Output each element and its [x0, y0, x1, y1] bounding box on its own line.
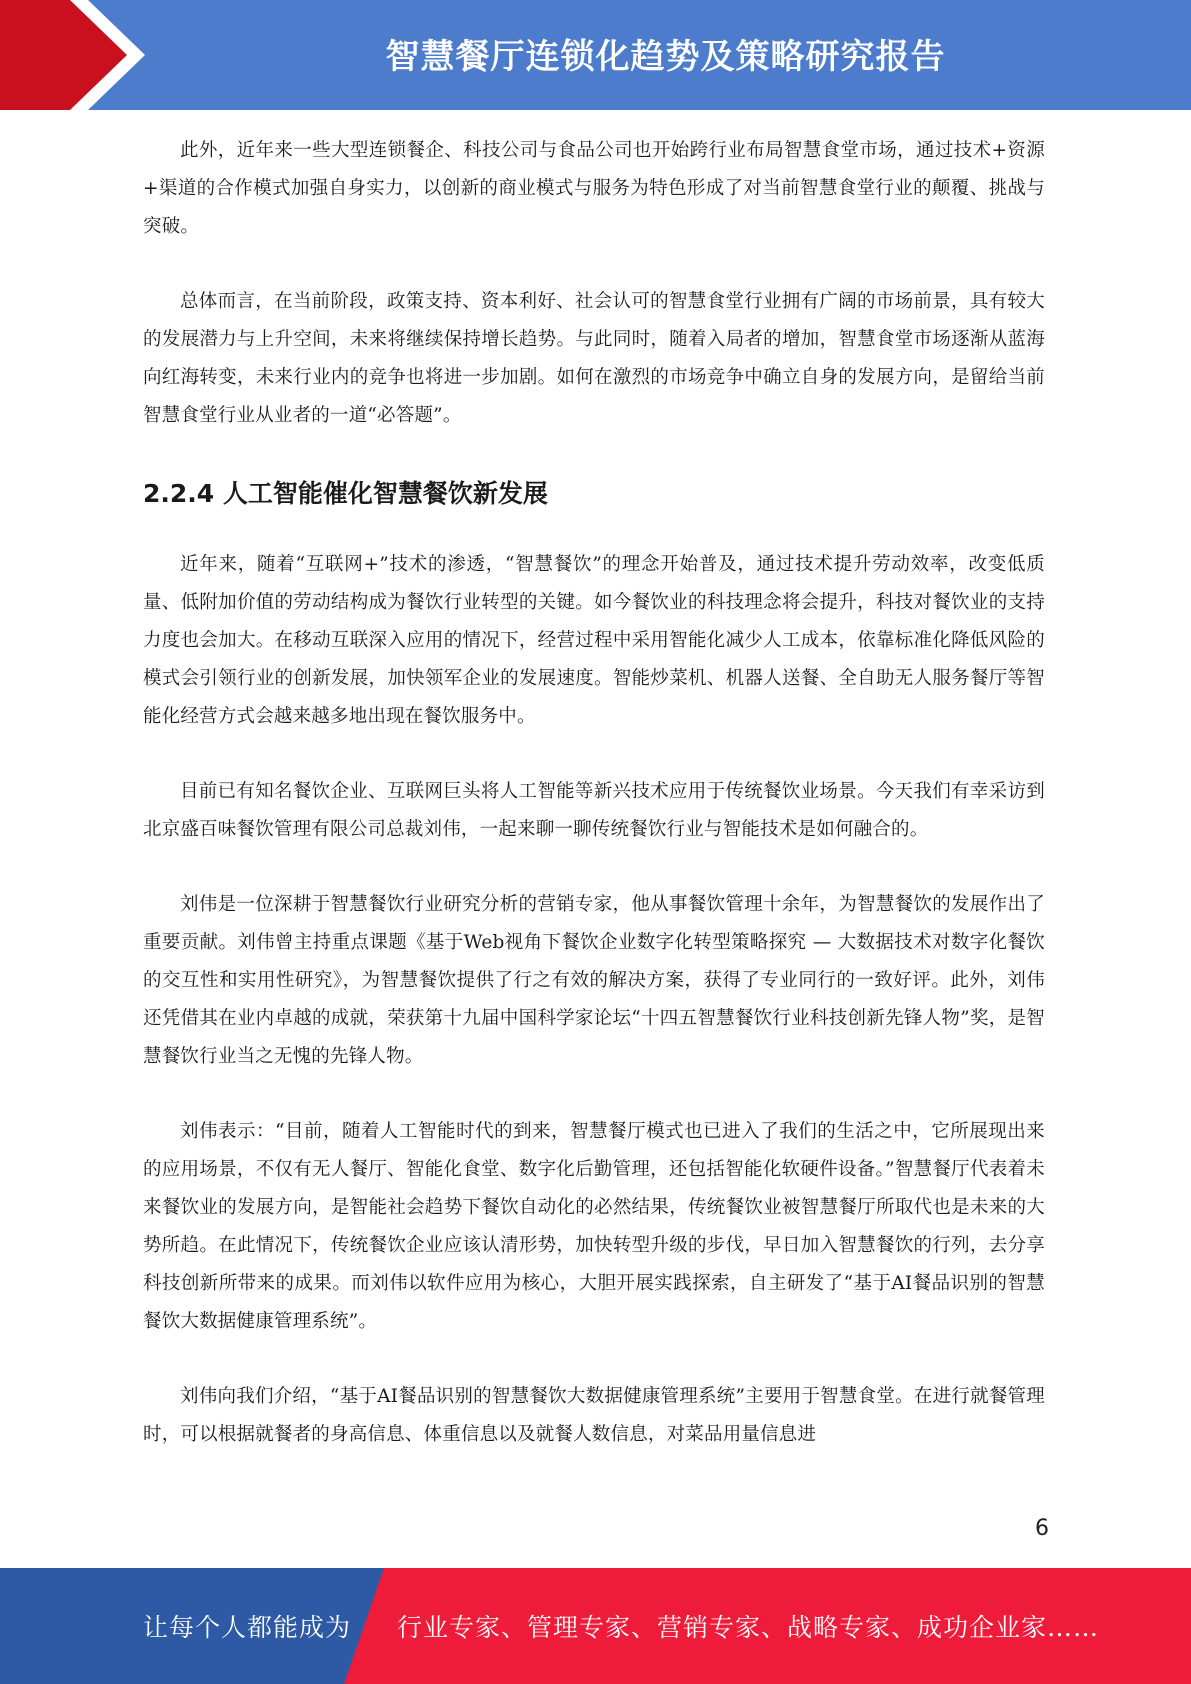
- page-number: 6: [1035, 1516, 1049, 1541]
- document-title: 智慧餐厅连锁化趋势及策略研究报告: [385, 36, 946, 77]
- paragraph: 刘伟是一位深耕于智慧餐饮行业研究分析的营销专家，他从事餐饮管理十余年，为智慧餐饮的发展作出了重要贡献。刘伟曾主持重点课题《基于Web视角下餐饮企业数字化转型策略探究 — 大数据技术对数字化餐饮的交互性和实用性研究》，为智慧餐饮提供了行之有效的解决方案，获得了专业同行的一致好评。此外，刘伟还凭借其在业内卓越的成就，荣获第十九届中国科学家论坛“十四五智慧餐饮行业科技创新先锋人物”奖，是智慧餐饮行业当之无愧的先锋人物。: [143, 894, 1045, 1067]
- footer-slogan-right: 行业专家、管理专家、营销专家、战略专家、成功企业家……: [397, 1613, 1100, 1642]
- paragraph: 近年来，随着“互联网+”技术的渗透，“智慧餐饮”的理念开始普及，通过技术提升劳动效率，改变低质量、低附加价值的劳动结构成为餐饮行业转型的关键。如今餐饮业的科技理念将会提升，科技对餐饮业的支持力度也会加大。在移动互联深入应用的情况下，经营过程中采用智能化减少人工成本，依靠标准化降低风险的模式会引领行业的创新发展，加快领军企业的发展速度。智能炒菜机、机器人送餐、全自助无人服务餐厅等智能化经营方式会越来越多地出现在餐饮服务中。: [143, 554, 1045, 727]
- paragraph: 刘伟向我们介绍，“基于AI餐品识别的智慧餐饮大数据健康管理系统”主要用于智慧食堂。在进行就餐管理时，可以根据就餐者的身高信息、体重信息以及就餐人数信息，对菜品用量信息进: [143, 1386, 1045, 1445]
- paragraph: 目前已有知名餐饮企业、互联网巨头将人工智能等新兴技术应用于传统餐饮业场景。今天我们有幸采访到北京盛百味餐饮管理有限公司总裁刘伟，一起来聊一聊传统餐饮行业与智能技术是如何融合的。: [143, 781, 1045, 840]
- section-heading: 2.2.4 人工智能催化智慧餐饮新发展: [143, 479, 548, 508]
- document-body: [143, 132, 1045, 1491]
- page-header: [0, 0, 1191, 110]
- paragraph: 此外，近年来一些大型连锁餐企、科技公司与食品公司也开始跨行业布局智慧食堂市场，通过技术+资源+渠道的合作模式加强自身实力，以创新的商业模式与服务为特色形成了对当前智慧食堂行业的颠覆、挑战与突破。: [143, 140, 1045, 237]
- page-footer: [0, 1568, 1191, 1684]
- paragraph: 总体而言，在当前阶段，政策支持、资本利好、社会认可的智慧食堂行业拥有广阔的市场前景，具有较大的发展潜力与上升空间，未来将继续保持增长趋势。与此同时，随着入局者的增加，智慧食堂市场逐渐从蓝海向红海转变，未来行业内的竞争也将进一步加剧。如何在激烈的市场竞争中确立自身的发展方向，是留给当前智慧食堂行业从业者的一道“必答题”。: [143, 291, 1045, 426]
- footer-slogan-left: 让每个人都能成为: [143, 1613, 352, 1642]
- paragraph: 刘伟表示：“目前，随着人工智能时代的到来，智慧餐厅模式也已进入了我们的生活之中，它所展现出来的应用场景，不仅有无人餐厅、智能化食堂、数字化后勤管理，还包括智能化软硬件设备。”智慧餐厅代表着未来餐饮业的发展方向，是智能社会趋势下餐饮自动化的必然结果，传统餐饮业被智慧餐厅所取代也是未来的大势所趋。在此情况下，传统餐饮企业应该认清形势，加快转型升级的步伐，早日加入智慧餐饮的行列，去分享科技创新所带来的成果。而刘伟以软件应用为核心，大胆开展实践探索，自主研发了“基于AI餐品识别的智慧餐饮大数据健康管理系统”。: [143, 1121, 1045, 1332]
